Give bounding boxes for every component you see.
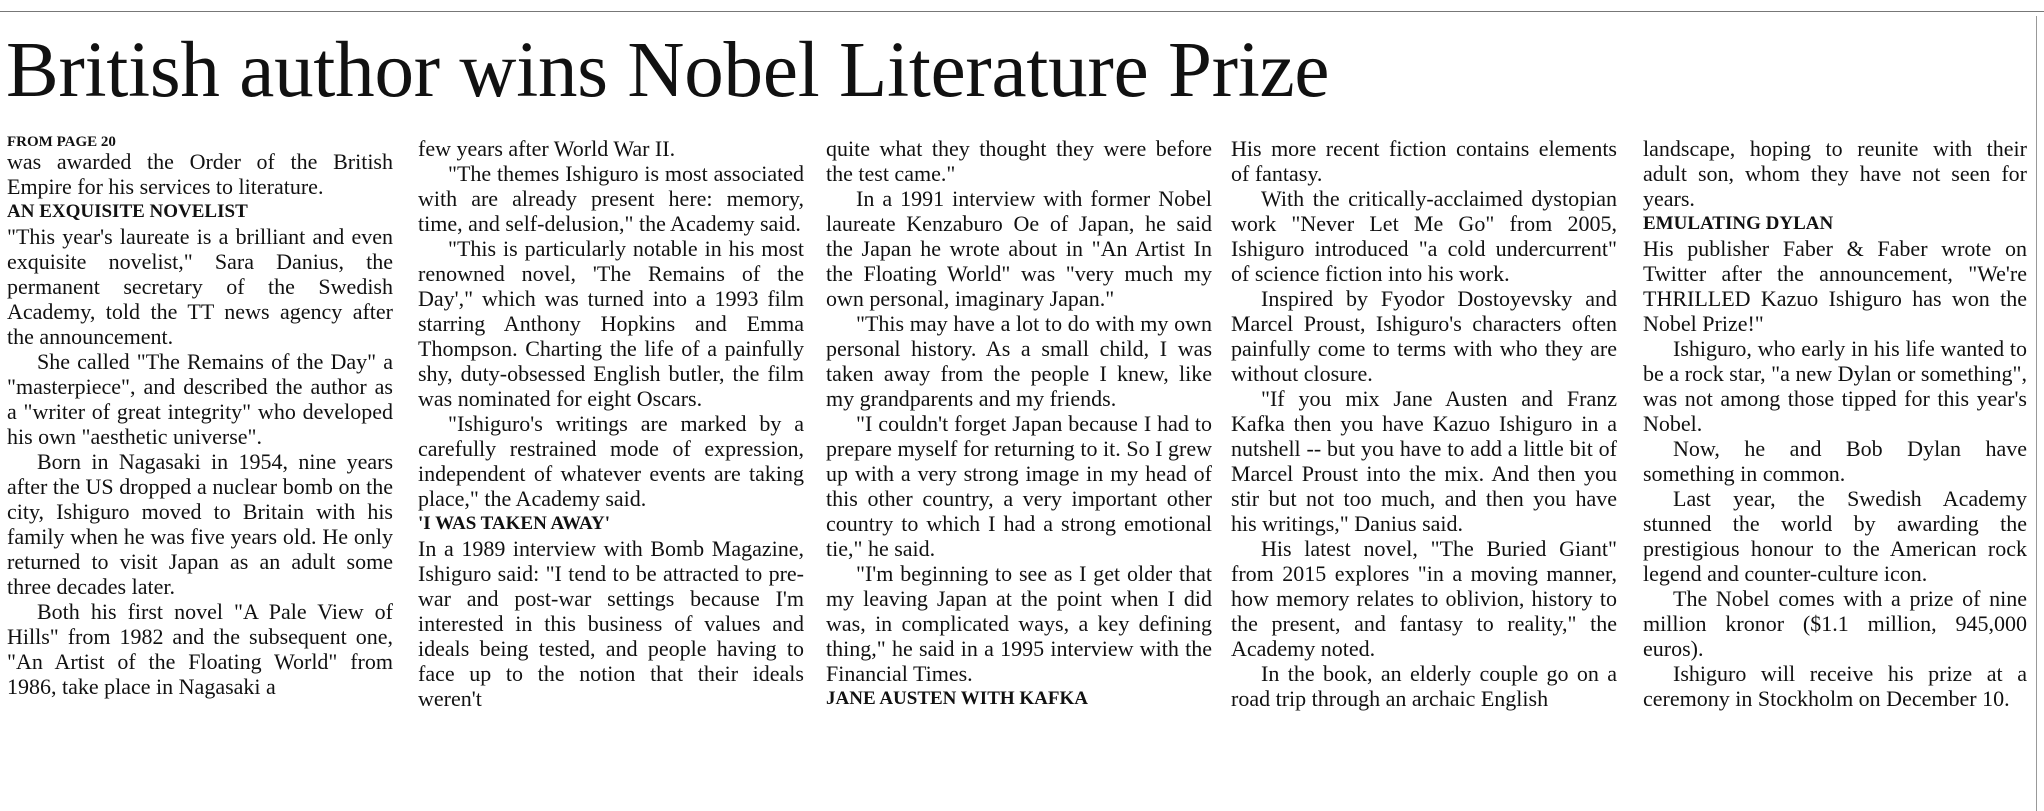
subheading: AN EXQUISITE NOVELIST — [7, 201, 248, 222]
paragraph: In a 1989 interview with Bomb Magazine, Ishiguro said: "I tend to be attracted to pre-war and post-war settings because I'm interested in this business of values and ideals being tested, and people having to face up to the notion that their ideals weren't — [418, 536, 804, 711]
paragraph: His publisher Faber & Faber wrote on Twitter after the announcement, "We're THRILLED Kazuo Ishiguro has won the Nobel Prize!" — [1643, 236, 2027, 336]
article-column-4 — [1231, 136, 1617, 811]
paragraph: quite what they thought they were before the test came." — [826, 136, 1212, 186]
paragraph: "This may have a lot to do with my own personal history. As a small child, I was taken away from the people I knew, like my grandparents and my friends. — [826, 311, 1212, 411]
paragraph: few years after World War II. — [418, 136, 676, 161]
paragraph: landscape, hoping to reunite with their adult son, whom they have not seen for years. — [1643, 136, 2027, 211]
paragraph: "The themes Ishiguro is most associated with are already present here: memory, time, and self-delusion," the Academy said. — [418, 161, 804, 236]
paragraph: Now, he and Bob Dylan have something in common. — [1643, 436, 2027, 486]
paragraph: In the book, an elderly couple go on a road trip through an archaic English — [1231, 661, 1617, 711]
paragraph: Born in Nagasaki in 1954, nine years after the US dropped a nuclear bomb on the city, Ishiguro moved to Britain with his family when he was five years old. He only returned to visit Japan as an adult some three decades later. — [7, 449, 393, 599]
paragraph: In a 1991 interview with former Nobel laureate Kenzaburo Oe of Japan, he said the Japan he wrote about in "An Artist In the Floating World" was "very much my own personal, imaginary Japan." — [826, 186, 1212, 311]
article-column-3 — [826, 136, 1212, 811]
paragraph: His latest novel, "The Buried Giant" from 2015 explores "in a moving manner, how memory relates to oblivion, history to the present, and fantasy to reality," the Academy noted. — [1231, 536, 1617, 661]
paragraph: His more recent fiction contains elements of fantasy. — [1231, 136, 1617, 186]
article-column-5 — [1643, 136, 2027, 811]
paragraph: Ishiguro, who early in his life wanted to be a rock star, "a new Dylan or something", was not among those tipped for this year's Nobel. — [1643, 336, 2027, 436]
paragraph: Both his first novel "A Pale View of Hills" from 1982 and the subsequent one, "An Artist of the Floating World" from 1986, take place in Nagasaki a — [7, 599, 393, 699]
paragraph: "Ishiguro's writings are marked by a carefully restrained mode of expression, independent of whatever events are taking place," the Academy said. — [418, 411, 804, 511]
paragraph: "I'm beginning to see as I get older that my leaving Japan at the point when I did was, in complicated ways, a key defining thing," he said in a 1995 interview with the Financial Times. — [826, 561, 1212, 686]
article-column-2 — [418, 136, 804, 811]
article-column-1 — [7, 136, 393, 811]
top-rule — [0, 11, 2044, 12]
subheading: 'I WAS TAKEN AWAY' — [418, 513, 611, 534]
paragraph: "If you mix Jane Austen and Franz Kafka then you have Kazuo Ishiguro in a nutshell -- but you have to add a little bit of Marcel Proust into the mix. And then you stir but not too much, and then you have his writings," Danius said. — [1231, 386, 1617, 536]
paragraph: "This year's laureate is a brilliant and even exquisite novelist," Sara Danius, the permanent secretary of the Swedish Academy, told the TT news agency after the announcement. — [7, 224, 393, 349]
paragraph: "I couldn't forget Japan because I had to prepare myself for returning to it. So I grew up with a very strong image in my head of this other country, a very important other country to which I had a strong emotional tie," he said. — [826, 411, 1212, 561]
paragraph: "This is particularly notable in his most renowned novel, 'The Remains of the Day'," which was turned into a 1993 film starring Anthony Hopkins and Emma Thompson. Charting the life of a painfully shy, duty-obsessed English butler, the film was nominated for eight Oscars. — [418, 236, 804, 411]
column-rule — [2036, 16, 2037, 811]
paragraph: The Nobel comes with a prize of nine million kronor ($1.1 million, 945,000 euros). — [1643, 586, 2027, 661]
headline: British author wins Nobel Literature Prize — [6, 27, 1330, 114]
paragraph: Inspired by Fyodor Dostoyevsky and Marcel Proust, Ishiguro's characters often painfully come to terms with who they are without closure. — [1231, 286, 1617, 386]
paragraph: She called "The Remains of the Day" a "masterpiece", and described the author as a "writer of great integrity" who developed his own "aesthetic universe". — [7, 349, 393, 449]
paragraph: Ishiguro will receive his prize at a ceremony in Stockholm on December 10. — [1643, 661, 2027, 711]
paragraph: was awarded the Order of the British Empire for his services to literature. — [7, 149, 393, 199]
paragraph: Last year, the Swedish Academy stunned the world by awarding the prestigious honour to the American rock legend and counter-culture icon. — [1643, 486, 2027, 586]
subheading: EMULATING DYLAN — [1643, 213, 1834, 234]
paragraph: With the critically-acclaimed dystopian work "Never Let Me Go" from 2005, Ishiguro introduced "a cold undercurrent" of science fiction into his work. — [1231, 186, 1617, 286]
jump-line: FROM PAGE 20 — [7, 136, 116, 150]
subheading: JANE AUSTEN WITH KAFKA — [826, 688, 1089, 709]
